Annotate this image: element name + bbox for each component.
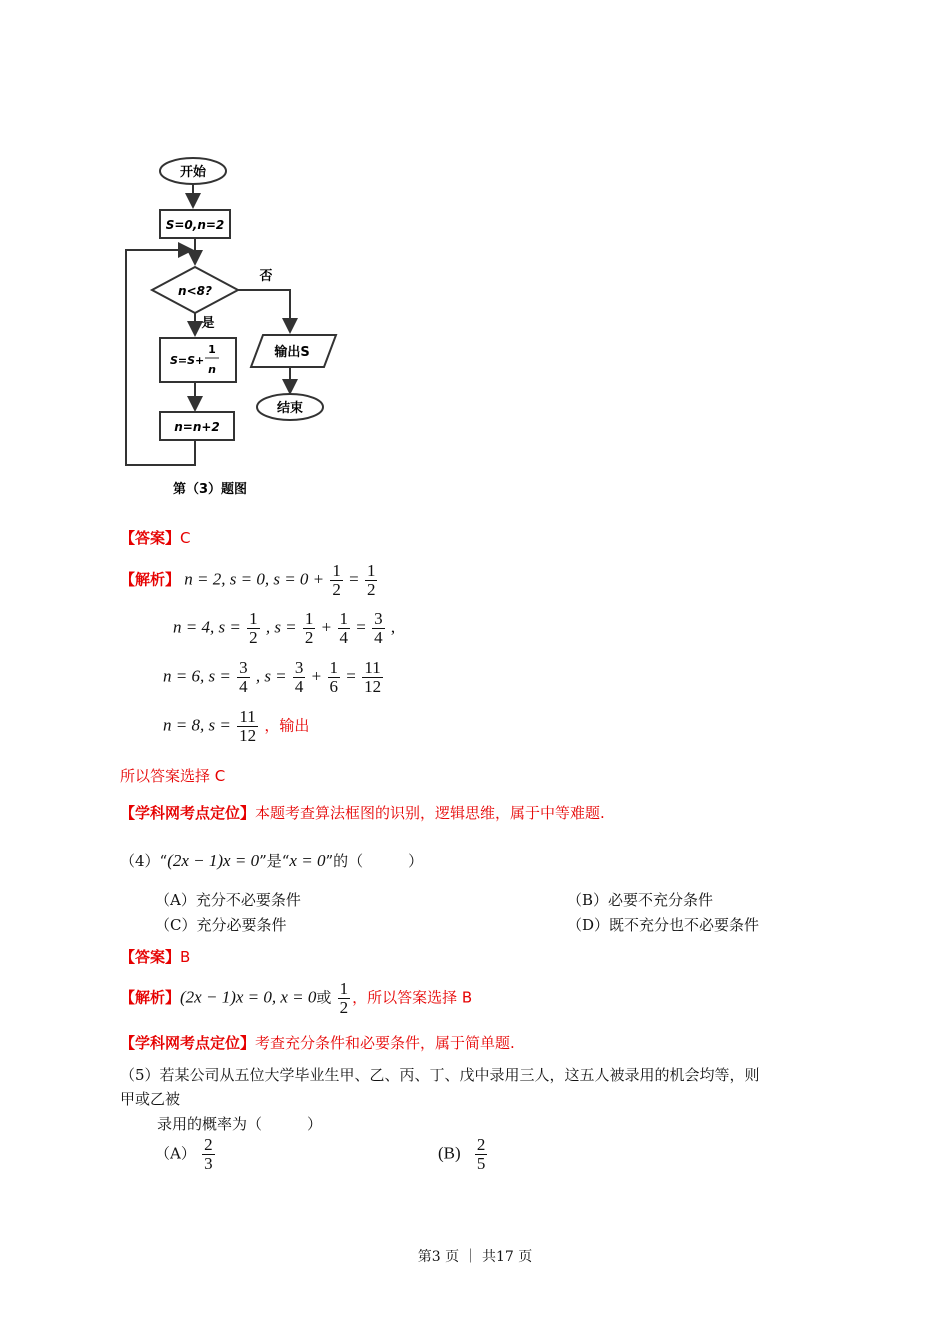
q5-option-a: （A） $\frac{2}{3}$ — [155, 1135, 213, 1173]
flow-no-label: 否 — [259, 269, 273, 284]
q4-point-tag: 【学科网考点定位】 — [120, 1034, 256, 1052]
q3-answer — [120, 527, 191, 548]
fraction: $\frac{1}{2}$ — [339, 979, 349, 1017]
fraction: $\frac{1}{2}$ — [332, 561, 341, 599]
page-footer: 第3 页 ｜ 共17 页 — [417, 1249, 533, 1265]
flowchart — [118, 150, 358, 500]
q4-option-c: （C）充分必要条件 — [155, 916, 287, 934]
fraction: $\frac{3}{4}$ — [294, 658, 304, 696]
q4-option-a: （A）充分不必要条件 — [155, 891, 301, 909]
q5-option-b: (B) $\frac{2}{5}$ — [438, 1135, 486, 1173]
q3-point — [120, 802, 605, 823]
q3-answer-tag: 【答案】 — [120, 529, 181, 547]
fraction: $\frac{1}{2}$ — [304, 609, 314, 647]
q3-analysis-line1: 【解析】 n = 2, s = 0, s = 0 + $\frac{1}{2}$ = $\frac{1}{2}$ — [120, 561, 376, 599]
q3-answer-value: C — [180, 529, 191, 547]
q4-stem: （4）“(2x − 1)x = 0”是“x = 0”的（ ） — [120, 851, 424, 870]
flow-increment-label: n=n+2 — [174, 420, 220, 434]
flow-process-left: S=S+ — [170, 354, 205, 367]
q3-analysis-line3: n = 6, s = $\frac{3}{4}$ , s = $\frac{3}{4}$ + $\frac{1}{6}$ = $\frac{11}{12}$ — [163, 658, 382, 696]
q4-point-text: 考查充分条件和必要条件，属于简单题. — [255, 1034, 515, 1052]
q4-option-d: （D）既不充分也不必要条件 — [567, 916, 760, 934]
flow-output-label: 输出S — [274, 345, 310, 360]
flow-condition-label: n<8? — [178, 284, 212, 298]
q5-stem-line2: 甲或乙被 — [120, 1090, 181, 1108]
q4-answer — [120, 946, 190, 967]
flow-init-label: S=0,n=2 — [165, 218, 225, 232]
q3-analysis-line2: n = 4, s = $\frac{1}{2}$ , s = $\frac{1}{2}$ + $\frac{1}{4}$ = $\frac{3}{4}$ , — [173, 609, 396, 647]
q3-line1-text: n = 2, s = 0, s = 0 + — [184, 569, 325, 589]
flow-yes-label: 是 — [201, 316, 215, 331]
fraction: $\frac{1}{4}$ — [339, 609, 348, 647]
fraction: $\frac{3}{4}$ — [239, 658, 248, 696]
q4-analysis-tag: 【解析】 — [120, 988, 181, 1007]
fraction: $\frac{11}{12}$ — [239, 707, 257, 745]
fraction: $\frac{1}{2}$ — [366, 561, 376, 599]
q3-output-text: ，输出 — [264, 716, 310, 735]
fraction: $\frac{11}{12}$ — [364, 658, 382, 696]
flow-process-num: 1 — [208, 343, 216, 356]
q4-option-b: （B）必要不充分条件 — [567, 891, 714, 909]
fraction: $\frac{1}{6}$ — [329, 658, 338, 696]
flow-end-label: 结束 — [276, 401, 304, 416]
q3-conclusion: 所以答案选择 C — [120, 767, 226, 785]
fraction: $\frac{2}{3}$ — [204, 1135, 213, 1173]
q5-stem-line3: 录用的概率为（ ） — [157, 1115, 323, 1133]
q4-point — [120, 1032, 515, 1053]
q3-analysis-line4: n = 8, s = $\frac{11}{12}$ ，输出 — [163, 707, 310, 745]
fraction: $\frac{1}{2}$ — [249, 609, 258, 647]
fraction: $\frac{2}{5}$ — [476, 1135, 486, 1173]
q5-stem-line1: （5）若某公司从五位大学毕业生甲、乙、丙、丁、戊中录用三人，这五人被录用的机会均等，则 — [120, 1066, 760, 1084]
q3-point-tag: 【学科网考点定位】 — [120, 804, 256, 822]
q4-analysis: 【解析】(2x − 1)x = 0, x = 0或 $\frac{1}{2}$ ，所以答案选择 B — [120, 979, 473, 1017]
q3-analysis-tag: 【解析】 — [120, 570, 181, 589]
fraction: $\frac{3}{4}$ — [374, 609, 383, 647]
q4-answer-tag: 【答案】 — [120, 948, 181, 966]
flow-start-label: 开始 — [179, 165, 207, 180]
q4-answer-value: B — [180, 948, 191, 966]
flow-process-den: n — [208, 363, 216, 376]
flow-caption: 第（3）题图 — [173, 482, 248, 497]
q3-point-text: 本题考查算法框图的识别，逻辑思维，属于中等难题. — [255, 804, 605, 822]
